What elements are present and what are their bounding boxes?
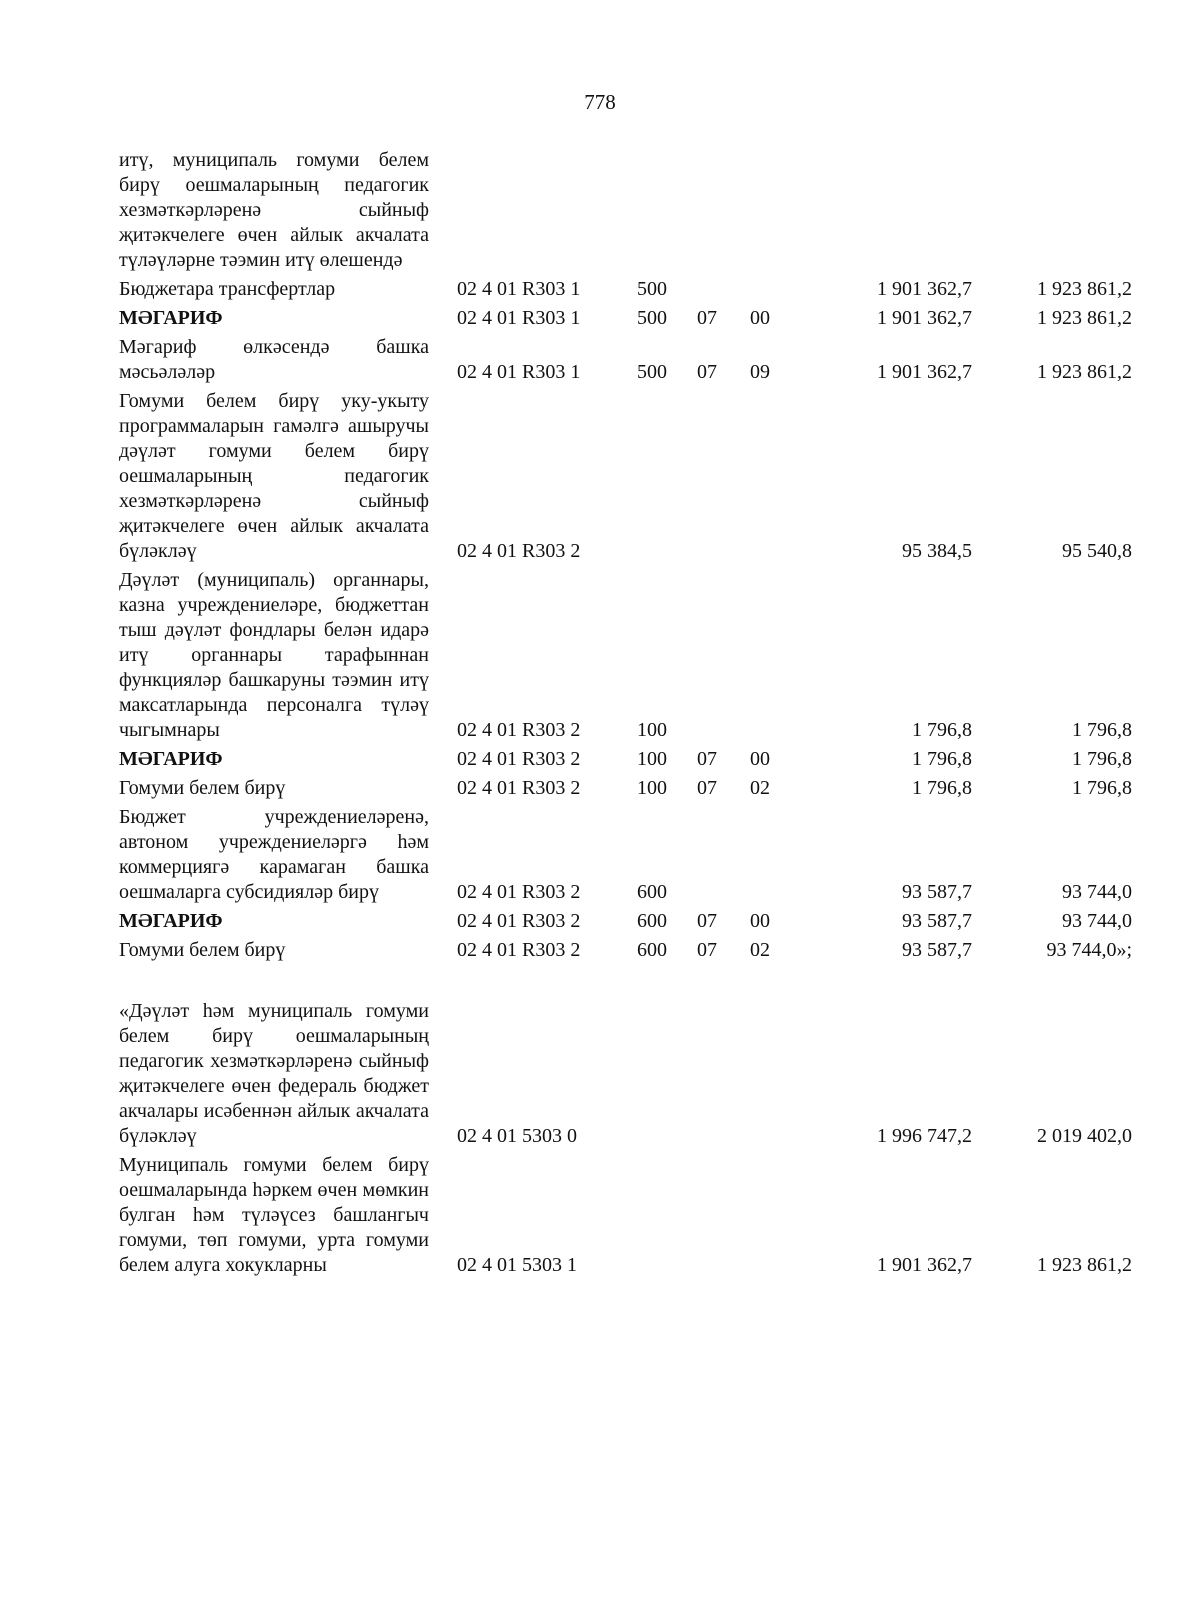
row-section: 07 — [697, 910, 717, 932]
row-section — [697, 803, 750, 907]
row-section — [697, 566, 750, 745]
row-value-2: 1 923 861,2 — [1037, 307, 1132, 329]
row-name: Муниципаль гомуми белем бирү оешмаларында һәркем өчен мөмкин булган һәм түләүсез башлангыч гомуми, төп гомуми, урта гомуми белем алуга хокукларны — [119, 1154, 429, 1276]
row-type — [637, 387, 697, 566]
row-subsection: 00 — [750, 307, 770, 329]
row-value-1: 93 587,7 — [902, 939, 972, 961]
row-code: 02 4 01 R303 1 — [457, 278, 581, 300]
row-subsection: 00 — [750, 748, 770, 770]
row-value-2: 1 923 861,2 — [1037, 1254, 1132, 1276]
table-row — [119, 146, 1132, 275]
row-subsection: 02 — [750, 777, 770, 799]
table-row — [119, 745, 1132, 774]
row-type: 600 — [637, 939, 667, 961]
row-code — [429, 146, 637, 275]
row-name: МӘГАРИФ — [119, 748, 223, 770]
row-section: 07 — [697, 307, 717, 329]
row-name: Бюджет учреждениеләренә, автоном учреждениеләргә һәм коммерциягә карамаган башка оешмаларга субсидияләр бирү — [119, 806, 429, 903]
table-row — [119, 907, 1132, 936]
row-type: 500 — [637, 307, 667, 329]
row-code: 02 4 01 R303 1 — [457, 361, 581, 383]
table-row — [119, 387, 1132, 566]
row-code: 02 4 01 5303 0 — [457, 1125, 577, 1147]
row-code: 02 4 01 R303 2 — [457, 719, 581, 741]
row-value-2: 93 744,0»; — [1046, 939, 1132, 961]
row-value-1: 95 384,5 — [902, 540, 972, 562]
row-type: 100 — [637, 719, 667, 741]
row-value-1: 1 796,8 — [912, 777, 972, 799]
row-type: 500 — [637, 278, 667, 300]
row-code: 02 4 01 R303 2 — [457, 540, 581, 562]
row-value-2: 1 796,8 — [1072, 748, 1132, 770]
row-value-2 — [972, 146, 1132, 275]
row-value-1: 1 796,8 — [912, 748, 972, 770]
row-value-2: 2 019 402,0 — [1037, 1125, 1132, 1147]
row-value-1: 1 901 362,7 — [877, 307, 972, 329]
row-name: Гомуми белем бирү — [119, 939, 286, 961]
row-section: 07 — [697, 748, 717, 770]
row-value-1 — [790, 146, 972, 275]
row-type: 600 — [637, 881, 667, 903]
row-section — [697, 1151, 750, 1280]
table-row — [119, 333, 1132, 387]
row-name: Бюджетара трансфертлар — [119, 278, 336, 300]
row-subsection — [750, 803, 790, 907]
table-row — [119, 803, 1132, 907]
row-subsection — [750, 566, 790, 745]
row-value-2: 1 796,8 — [1072, 777, 1132, 799]
table-row — [119, 997, 1132, 1151]
row-section: 07 — [697, 361, 717, 383]
row-name: итү, муниципаль гомуми белем бирү оешмаларының педагогик хезмәткәрләренә сыйныф җитәкчелеге өчен айлык акчалата түләүләрне тәэмин итү өлешендә — [119, 149, 429, 271]
row-type — [637, 997, 697, 1151]
row-section — [697, 997, 750, 1151]
spacer-cell — [119, 965, 1132, 997]
row-value-2: 1 923 861,2 — [1037, 278, 1132, 300]
row-value-1: 1 796,8 — [912, 719, 972, 741]
row-subsection: 09 — [750, 361, 770, 383]
row-name: Дәүләт (муниципаль) органнары, казна учреждениеләре, бюджеттан тыш дәүләт фондлары белән идарә итү органнары тарафыннан функцияләр башкаруны тәэмин итү максатларында персоналга түләү чыгымнары — [119, 569, 429, 741]
row-code: 02 4 01 R303 2 — [457, 910, 581, 932]
row-code: 02 4 01 R303 2 — [457, 881, 581, 903]
row-section — [697, 146, 750, 275]
table-row — [119, 275, 1132, 304]
row-section — [697, 387, 750, 566]
table-row — [119, 1151, 1132, 1280]
row-subsection — [750, 997, 790, 1151]
row-value-2: 1 796,8 — [1072, 719, 1132, 741]
row-name: МӘГАРИФ — [119, 307, 223, 329]
row-code: 02 4 01 R303 2 — [457, 748, 581, 770]
row-value-2: 93 744,0 — [1062, 881, 1132, 903]
row-subsection — [750, 146, 790, 275]
row-name: «Дәүләт һәм муниципаль гомуми белем бирү оешмаларының педагогик хезмәткәрләренә сыйныф җитәкчелеге өчен федераль бюджет акчалары исәбеннән айлык акчалата бүләкләү — [119, 1000, 429, 1147]
row-type: 100 — [637, 777, 667, 799]
row-name: Мәгариф өлкәсендә башка мәсьәләләр — [119, 336, 429, 383]
row-type: 100 — [637, 748, 667, 770]
row-code: 02 4 01 R303 2 — [457, 939, 581, 961]
table-row — [119, 304, 1132, 333]
spacer-row — [119, 965, 1132, 997]
row-code: 02 4 01 R303 1 — [457, 307, 581, 329]
row-subsection — [750, 387, 790, 566]
row-value-1: 1 901 362,7 — [877, 1254, 972, 1276]
row-name: МӘГАРИФ — [119, 910, 223, 932]
row-name: Гомуми белем бирү уку-укыту программаларын гамәлгә ашыручы дәүләт гомуми белем бирү оешмаларының педагогик хезмәткәрләренә сыйныф җитәкчелеге өчен айлык акчалата бүләкләү — [119, 390, 429, 562]
row-value-2: 95 540,8 — [1062, 540, 1132, 562]
row-section: 07 — [697, 777, 717, 799]
row-value-1: 93 587,7 — [902, 910, 972, 932]
row-subsection: 02 — [750, 939, 770, 961]
row-value-2: 1 923 861,2 — [1037, 361, 1132, 383]
table-row — [119, 774, 1132, 803]
row-code: 02 4 01 5303 1 — [457, 1254, 577, 1276]
row-value-1: 1 996 747,2 — [877, 1125, 972, 1147]
row-value-2: 93 744,0 — [1062, 910, 1132, 932]
row-code: 02 4 01 R303 2 — [457, 777, 581, 799]
row-type: 600 — [637, 910, 667, 932]
row-value-1: 93 587,7 — [902, 881, 972, 903]
budget-table — [119, 146, 1132, 1280]
row-section: 07 — [697, 939, 717, 961]
row-type — [637, 146, 697, 275]
row-type — [637, 1151, 697, 1280]
row-value-1: 1 901 362,7 — [877, 278, 972, 300]
row-type: 500 — [637, 361, 667, 383]
row-value-1: 1 901 362,7 — [877, 361, 972, 383]
table-row — [119, 566, 1132, 745]
row-name: Гомуми белем бирү — [119, 777, 286, 799]
row-subsection — [750, 275, 790, 304]
row-subsection — [750, 1151, 790, 1280]
row-subsection: 00 — [750, 910, 770, 932]
table-row — [119, 936, 1132, 965]
row-section — [697, 275, 750, 304]
page-number: 778 — [584, 90, 616, 114]
